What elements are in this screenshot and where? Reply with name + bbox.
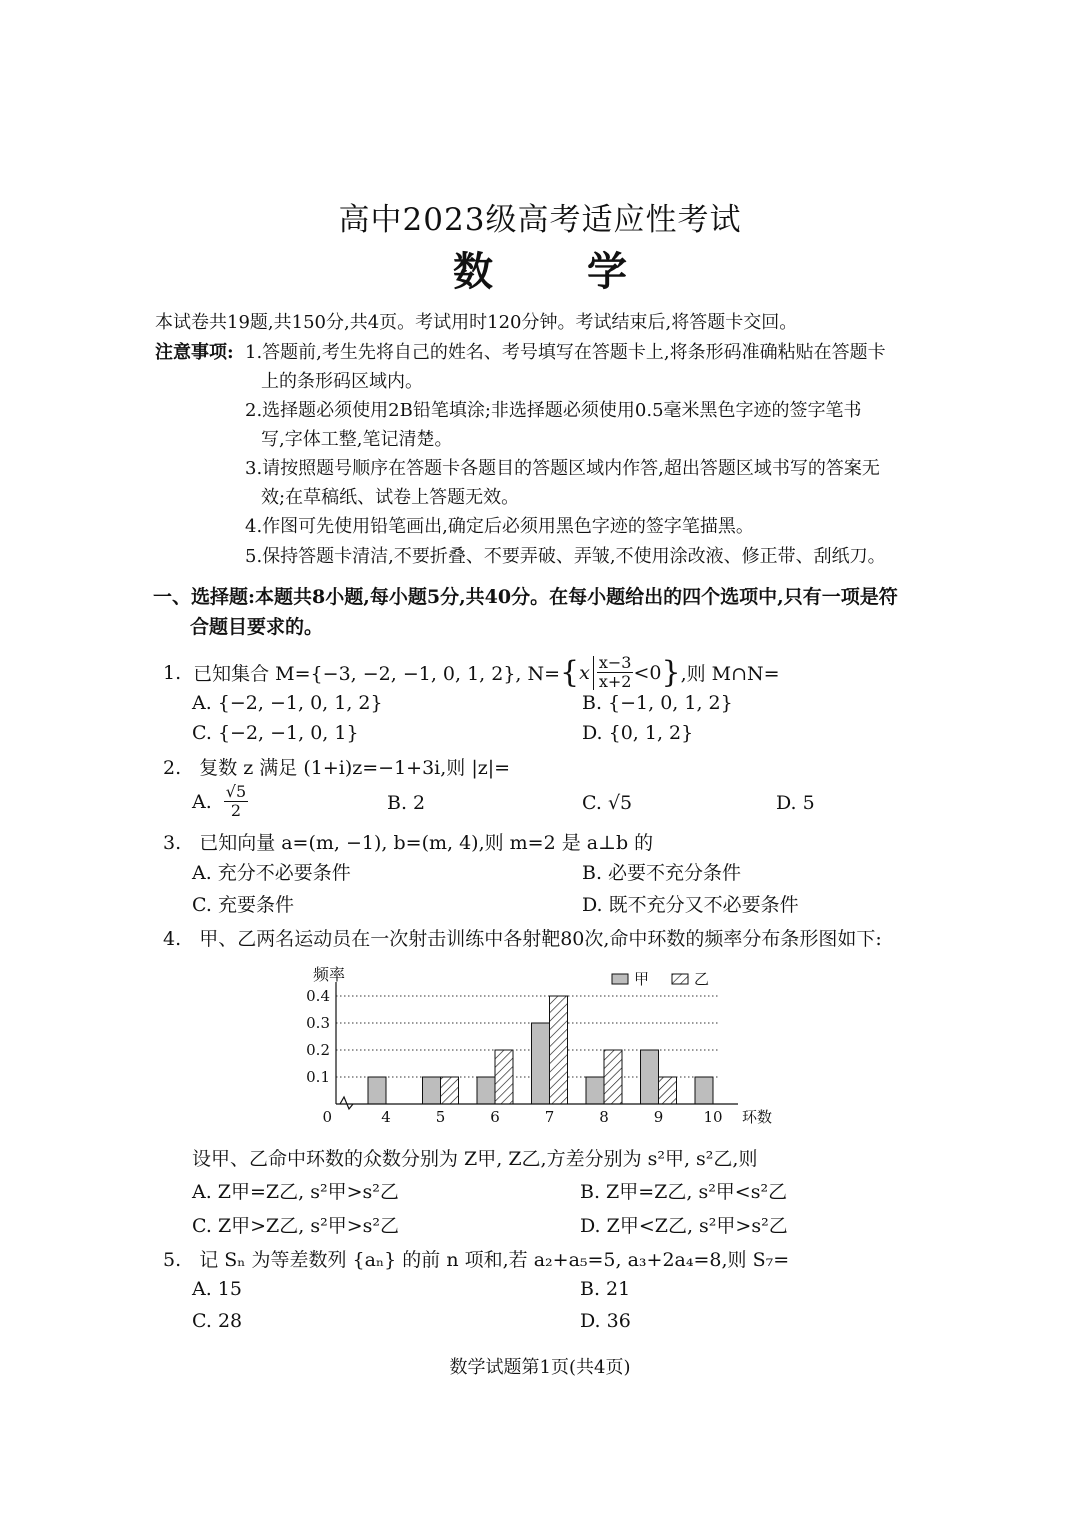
x-tick-label: 5 (435, 1108, 446, 1126)
note-3-line1: 3.请按照题号顺序在答题卡各题目的答题区域内作答,超出答题区域书写的答案无 (245, 458, 880, 479)
question-5-option-b: B. 21 (580, 1278, 631, 1300)
legend-swatch-yi (672, 974, 688, 984)
question-3-option-c: C. 充要条件 (192, 894, 294, 916)
legend-swatch-jia (612, 974, 628, 984)
question-3-stem: 已知向量 a=(m, −1), b=(m, 4),则 m=2 是 a⊥b 的 (199, 832, 654, 854)
y-axis-title: 频率 (313, 965, 346, 984)
question-2-option-d: D. 5 (776, 792, 815, 814)
note-2-line1: 2.选择题必须使用2B铅笔填涂;非选择题必须使用0.5毫米黑色字迹的签字笔书 (245, 400, 862, 421)
question-5-option-d: D. 36 (580, 1310, 631, 1332)
section-heading-line2: 合题目要求的。 (190, 616, 324, 638)
bar-jia (641, 1050, 659, 1104)
question-1-option-d: D. {0, 1, 2} (582, 722, 694, 744)
exam-title: 高中2023级高考适应性考试 (338, 202, 742, 238)
bar-jia (586, 1077, 604, 1104)
fraction-numerator: x−3 (598, 653, 632, 672)
bar-yi (604, 1050, 622, 1104)
x-axis-title: 环数 (742, 1108, 773, 1126)
bar-yi (659, 1077, 677, 1104)
notes-label: 注意事项: (155, 342, 234, 363)
question-4-followup: 设甲、乙命中环数的众数分别为 Z甲, Z乙,方差分别为 s²甲, s²乙,则 (192, 1148, 758, 1170)
note-3-line2: 效;在草稿纸、试卷上答题无效。 (261, 487, 520, 508)
question-2 (163, 753, 510, 780)
bar-yi (441, 1077, 459, 1104)
option-a-denominator: 2 (230, 801, 242, 820)
question-4-stem: 甲、乙两名运动员在一次射击训练中各射靶80次,命中环数的频率分布条形图如下: (199, 928, 882, 950)
set-divider (593, 656, 594, 690)
axis-break (340, 1097, 353, 1109)
question-1-option-b: B. {−1, 0, 1, 2} (582, 692, 733, 714)
question-5-stem: 记 Sₙ 为等差数列 {aₙ} 的前 n 项和,若 a₂+a₅=5, a₃+2a₄=8,则 S₇= (199, 1249, 790, 1271)
legend-label-jia: 甲 (634, 970, 650, 988)
origin-label: 0 (322, 1108, 332, 1126)
question-5 (163, 1245, 789, 1272)
question-2-option-c: C. √5 (582, 792, 633, 814)
option-a-numerator: √5 (225, 782, 247, 801)
bar-jia (368, 1077, 386, 1104)
question-3-option-b: B. 必要不充分条件 (582, 862, 742, 884)
question-3-option-d: D. 既不充分又不必要条件 (582, 894, 799, 916)
question-1-set-var: x (579, 661, 590, 684)
question-5-option-c: C. 28 (192, 1310, 243, 1332)
question-2-option-b: B. 2 (387, 792, 426, 814)
option-a-fraction (224, 783, 248, 820)
question-4-option-b: B. Z甲=Z乙, s²甲<s²乙 (580, 1181, 788, 1203)
legend-label-yi: 乙 (694, 970, 710, 988)
y-tick-label: 0.2 (306, 1041, 330, 1059)
intro-text: 本试卷共19题,共150分,共4页。考试用时120分钟。考试结束后,将答题卡交回。 (155, 312, 798, 333)
note-1-line1: 1.答题前,考生先将自己的姓名、考号填写在答题卡上,将条形码准确粘贴在答题卡 (245, 342, 886, 363)
question-4-number: 4. (163, 928, 182, 950)
y-tick-label: 0.4 (306, 987, 330, 1005)
bar-jia (423, 1077, 441, 1104)
x-tick-label: 6 (490, 1108, 500, 1126)
question-4-option-c: C. Z甲>Z乙, s²甲>s²乙 (192, 1215, 399, 1237)
fraction-denominator: x+2 (598, 672, 632, 691)
x-tick-label: 10 (703, 1108, 723, 1126)
x-tick-label: 7 (544, 1108, 555, 1126)
bar-jia (532, 1023, 550, 1104)
x-tick-label: 9 (653, 1108, 664, 1126)
bar-jia (477, 1077, 495, 1104)
question-3-option-a: A. 充分不必要条件 (192, 862, 351, 884)
question-1-suffix: ,则 M∩N= (680, 663, 780, 685)
y-tick-label: 0.3 (306, 1014, 330, 1032)
grid-lines (336, 996, 720, 1077)
question-4-option-d: D. Z甲<Z乙, s²甲>s²乙 (580, 1215, 788, 1237)
question-1-condition: <0 (633, 661, 662, 684)
question-1-number: 1. (163, 661, 182, 684)
question-3 (163, 828, 653, 855)
x-tick-label: 8 (599, 1108, 609, 1126)
question-2-number: 2. (163, 757, 182, 779)
question-3-number: 3. (163, 832, 182, 854)
right-brace: } (661, 654, 681, 690)
left-brace: { (560, 654, 580, 690)
page-footer: 数学试题第1页(共4页) (449, 1357, 631, 1378)
x-tick-label: 4 (381, 1108, 391, 1126)
y-tick-label: 0.1 (306, 1068, 330, 1086)
bar-jia (695, 1077, 713, 1104)
question-2-option-a (192, 783, 248, 820)
question-5-number: 5. (163, 1249, 182, 1271)
question-1-option-a: A. {−2, −1, 0, 1, 2} (192, 692, 383, 714)
question-1-option-c: C. {−2, −1, 0, 1} (192, 722, 359, 744)
frequency-bar-chart (290, 958, 790, 1130)
question-1-prefix: 已知集合 M={−3, −2, −1, 0, 1, 2}, N= (193, 663, 561, 685)
question-2-stem: 复数 z 满足 (1+i)z=−1+3i,则 |z|= (199, 757, 511, 779)
question-4 (163, 924, 882, 951)
legend (612, 970, 709, 988)
section-heading-line1: 一、选择题:本题共8小题,每小题5分,共40分。在每小题给出的四个选项中,只有一项是符 (153, 586, 898, 608)
bar-yi (495, 1050, 513, 1104)
question-1 (163, 654, 780, 691)
question-4-option-a: A. Z甲=Z乙, s²甲>s²乙 (192, 1181, 399, 1203)
note-5: 5.保持答题卡清洁,不要折叠、不要弄破、弄皱,不使用涂改液、修正带、刮纸刀。 (245, 546, 886, 567)
question-1-fraction (597, 654, 634, 691)
note-2-line2: 写,字体工整,笔记清楚。 (261, 429, 453, 450)
note-4: 4.作图可先使用铅笔画出,确定后必须用黑色字迹的签字笔描黑。 (245, 516, 754, 537)
question-5-option-a: A. 15 (192, 1278, 242, 1300)
subject-title: 数 学 (453, 248, 667, 295)
note-1-line2: 上的条形码区域内。 (261, 371, 423, 392)
bar-yi (550, 996, 568, 1104)
option-a-label: A. (192, 790, 212, 813)
